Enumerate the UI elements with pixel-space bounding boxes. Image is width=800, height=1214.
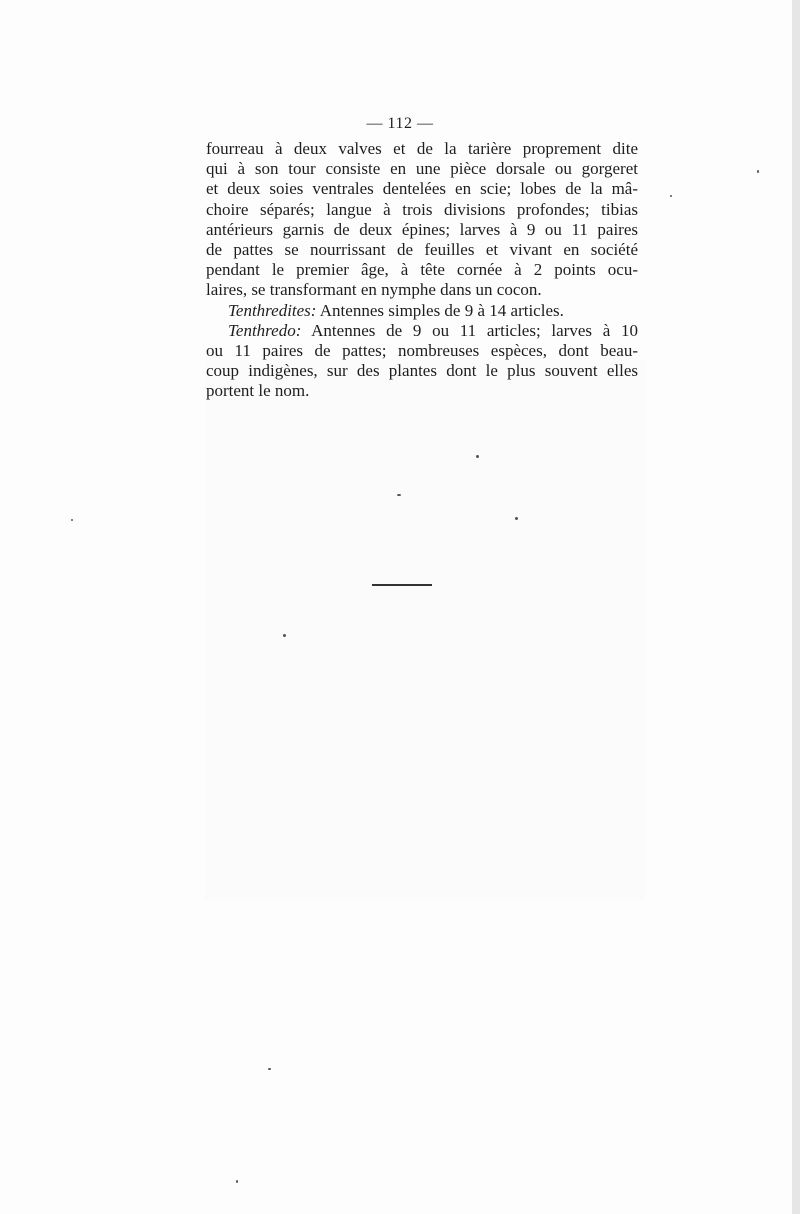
text-line: pendant le premier âge, à tête cornée à 2 points ocu- <box>206 260 638 280</box>
tenthredites-paragraph <box>206 301 638 321</box>
tenthredo-text: Antennes de 9 ou 11 articles; larves à 10 <box>301 320 638 340</box>
show-through-area <box>205 360 645 900</box>
text-line: choire séparés; langue à trois divisions profondes; tibias <box>206 199 638 219</box>
page-number: — 112 — <box>366 115 434 132</box>
section-rule <box>372 584 432 586</box>
text-line: fourreau à deux valves et de la tarière proprement dite <box>206 139 638 158</box>
tenthredites-text: Antennes simples de 9 à 14 articles. <box>316 300 564 320</box>
ink-speck <box>476 455 479 458</box>
ink-speck <box>515 517 518 520</box>
ink-speck <box>283 634 286 637</box>
text-line: de pattes se nourrissant de feuilles et vivant en société <box>206 240 638 260</box>
text-line: et deux soies ventrales dentelées en scie; lobes de la mâ- <box>206 179 638 199</box>
text-line: antérieurs garnis de deux épines; larves à 9 ou 11 paires <box>206 219 638 239</box>
ink-speck <box>670 195 672 197</box>
ink-speck <box>397 494 401 496</box>
text-line: qui à son tour consiste en une pièce dorsale ou gorgeret <box>206 159 638 179</box>
tenthredo-paragraph <box>206 321 638 341</box>
ink-speck <box>757 170 759 173</box>
tenthredo-term: Tenthredo: <box>228 320 302 340</box>
text-line: ou 11 paires de pattes; nombreuses espèces, dont beau- <box>206 341 638 361</box>
body-text <box>206 139 638 402</box>
text-line: laires, se transformant en nymphe dans un cocon. <box>206 280 542 300</box>
text-line: portent le nom. <box>206 381 310 401</box>
ink-speck <box>71 519 73 521</box>
ink-speck <box>268 1068 271 1070</box>
text-line: coup indigènes, sur des plantes dont le plus souvent elles <box>206 361 638 381</box>
page-edge <box>792 0 800 1214</box>
ink-speck <box>236 1180 238 1183</box>
tenthredites-term: Tenthredites: <box>228 300 317 320</box>
